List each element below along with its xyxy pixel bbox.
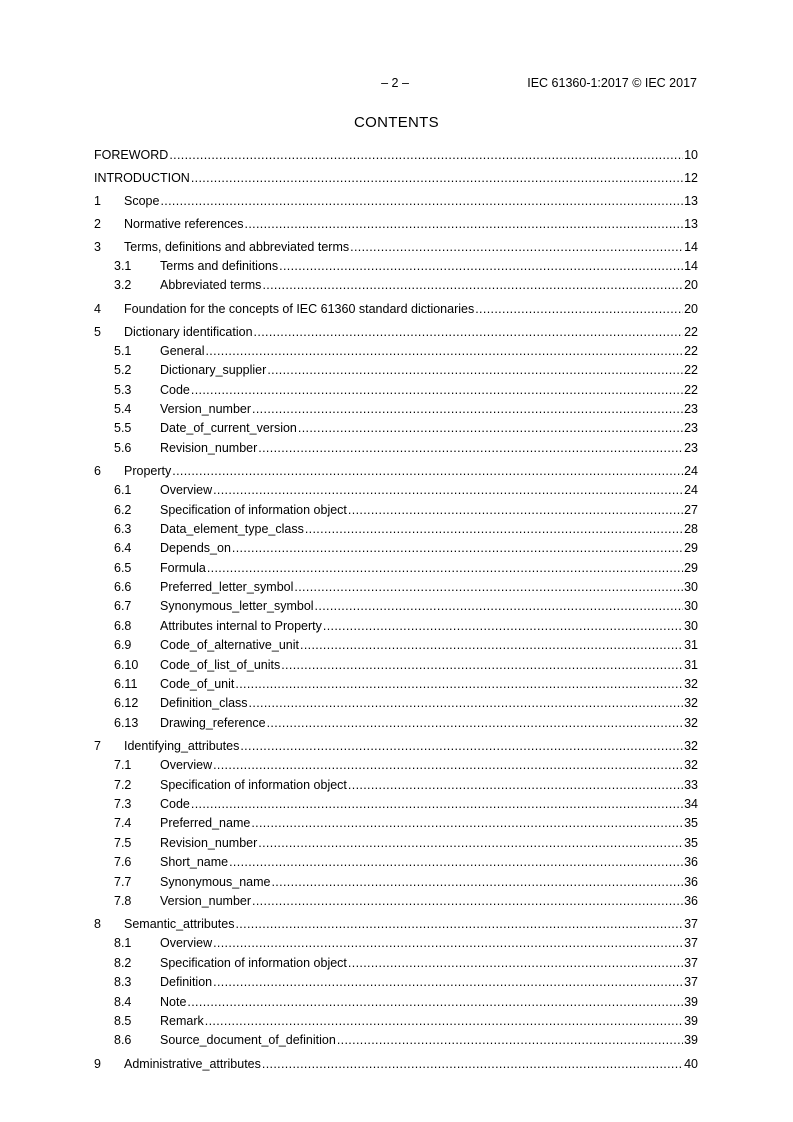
toc-entry-title: Definition: [160, 975, 213, 990]
toc-entry-number: 7.5: [114, 835, 132, 850]
toc-dot-leader: [213, 756, 683, 775]
toc-entry-page: 36: [684, 874, 698, 889]
toc-dot-leader: [235, 675, 683, 694]
toc-entry-number: 7.7: [114, 874, 132, 889]
toc-entry-page: 32: [684, 696, 698, 711]
toc-entry-title: Dictionary identification: [124, 324, 253, 339]
toc-entry-page: 32: [684, 739, 698, 754]
toc-dot-leader: [245, 215, 684, 234]
toc-dot-leader: [207, 559, 683, 578]
toc-entry[interactable]: [94, 342, 698, 361]
toc-dot-leader: [300, 636, 683, 655]
toc-entry-page: 37: [684, 917, 698, 932]
toc-entry-page: 34: [684, 796, 698, 811]
toc-entry-number: 8.2: [114, 955, 132, 970]
toc-entry-number: 6.2: [114, 502, 132, 517]
toc-dot-leader: [252, 400, 683, 419]
toc-entry-number: 4: [94, 301, 101, 316]
toc-dot-leader: [267, 714, 683, 733]
toc-entry-number: 6.13: [114, 715, 139, 730]
toc-entry-number: 6.10: [114, 657, 139, 672]
toc-dot-leader: [252, 892, 683, 911]
toc-entry-number: 5.1: [114, 343, 132, 358]
toc-entry[interactable]: [94, 578, 698, 597]
toc-entry[interactable]: [94, 501, 698, 520]
toc-dot-leader: [205, 342, 683, 361]
toc-entry-number: 7.8: [114, 893, 132, 908]
toc-entry-title: Specification of information object: [160, 502, 347, 517]
toc-entry-title: Preferred_letter_symbol: [160, 580, 294, 595]
toc-entry[interactable]: [94, 795, 698, 814]
toc-dot-leader: [160, 192, 683, 211]
toc-entry-title: Overview: [160, 483, 213, 498]
toc-entry-number: 6.6: [114, 580, 132, 595]
toc-entry-page: 23: [684, 401, 698, 416]
toc-entry-page: 37: [684, 936, 698, 951]
toc-entry-title: Overview: [160, 758, 213, 773]
toc-dot-leader: [348, 954, 683, 973]
toc-entry-number: 3: [94, 240, 101, 254]
contents-title: CONTENTS: [354, 114, 439, 131]
toc-entry[interactable]: [94, 756, 698, 775]
toc-entry-page: 31: [684, 638, 698, 653]
toc-entry-number: 5.2: [114, 363, 132, 378]
toc-entry-number: 7.6: [114, 855, 132, 870]
toc-entry-title: Source_document_of_definition: [160, 1033, 336, 1048]
toc-entry-title: Code: [160, 382, 190, 397]
toc-entry-title: Dictionary_supplier: [160, 363, 267, 378]
toc-entry-number: 6.11: [114, 677, 138, 692]
toc-entry-title: Data_element_type_class: [160, 521, 304, 536]
toc-dot-leader: [298, 419, 683, 438]
toc-entry[interactable]: [94, 973, 698, 992]
toc-entry[interactable]: [94, 892, 698, 911]
toc-dot-leader: [258, 439, 683, 458]
toc-entry-title: Revision_number: [160, 440, 258, 455]
toc-entry-title: Version_number: [160, 401, 252, 416]
toc-entry-title: Synonymous_name: [160, 874, 271, 889]
toc-entry[interactable]: [94, 814, 698, 833]
toc-entry[interactable]: [94, 419, 698, 438]
toc-entry-number: 6.7: [114, 599, 132, 614]
toc-dot-leader: [249, 694, 684, 713]
toc-dot-leader: [229, 853, 683, 872]
toc-entry-page: 39: [684, 1013, 698, 1028]
toc-entry[interactable]: [94, 191, 698, 211]
toc-entry-title: Attributes internal to Property: [160, 618, 322, 633]
toc-entry-title: Foundation for the concepts of IEC 61360 standard dictionaries: [124, 301, 475, 316]
toc-entry-number: 7.2: [114, 777, 132, 792]
toc-entry-title: Terms and definitions: [160, 259, 279, 273]
toc-entry-title: Administrative_attributes: [124, 1056, 261, 1071]
toc-dot-leader: [475, 300, 683, 319]
toc-entry[interactable]: [94, 1012, 698, 1031]
toc-dot-leader: [258, 834, 683, 853]
toc-entry-title: Abbreviated terms: [160, 278, 262, 293]
toc-entry-page: 30: [684, 599, 698, 614]
toc-dot-leader: [187, 993, 683, 1012]
toc-entry-title: Semantic_attributes: [124, 917, 235, 932]
toc-entry-page: 36: [684, 893, 698, 908]
toc-dot-leader: [172, 462, 683, 481]
toc-entry[interactable]: [94, 954, 698, 973]
toc-dot-leader: [305, 520, 683, 539]
toc-entry-page: 36: [684, 855, 698, 870]
toc-entry-page: 32: [684, 677, 698, 692]
toc-entry-page: 28: [684, 521, 698, 536]
toc-entry[interactable]: [94, 168, 698, 188]
toc-dot-leader: [262, 1055, 683, 1074]
toc-entry-title: Preferred_name: [160, 816, 251, 831]
toc-entry-title: General: [160, 343, 205, 358]
toc-entry-page: 31: [684, 657, 698, 672]
toc-dot-leader: [267, 361, 683, 380]
toc-entry-number: 8: [94, 917, 101, 932]
toc-entry-page: 20: [684, 278, 698, 293]
toc-entry[interactable]: [94, 322, 698, 342]
toc-dot-leader: [169, 146, 683, 165]
toc-entry-page: 40: [684, 1056, 698, 1071]
toc-entry-title: Date_of_current_version: [160, 421, 297, 436]
toc-dot-leader: [294, 578, 683, 597]
toc-entry-number: 8.4: [114, 994, 132, 1009]
toc-entry-page: 23: [684, 440, 698, 455]
toc-entry-page: 22: [684, 363, 698, 378]
toc-entry-number: 6.3: [114, 521, 132, 536]
toc-entry[interactable]: [94, 1031, 698, 1050]
toc-entry-title: Terms, definitions and abbreviated terms: [124, 240, 350, 254]
toc-entry-title: Synonymous_letter_symbol: [160, 599, 314, 614]
toc-entry-page: 39: [684, 1033, 698, 1048]
toc-dot-leader: [348, 776, 683, 795]
toc-entry-title: Short_name: [160, 855, 229, 870]
toc-entry-title: Normative references: [124, 217, 244, 231]
toc-dot-leader: [235, 915, 683, 934]
toc-entry[interactable]: [94, 481, 698, 500]
toc-entry-number: 9: [94, 1056, 101, 1071]
toc-entry-page: 22: [684, 324, 698, 339]
toc-entry-title: Overview: [160, 936, 213, 951]
toc-entry-number: 6: [94, 464, 101, 479]
toc-entry-number: 8.3: [114, 975, 132, 990]
toc-dot-leader: [191, 795, 683, 814]
toc-dot-leader: [281, 656, 683, 675]
toc-entry[interactable]: [94, 361, 698, 380]
toc-entry[interactable]: [94, 299, 698, 319]
toc-entry[interactable]: [94, 381, 698, 400]
toc-entry-title: Definition_class: [160, 696, 248, 711]
toc-entry-page: 13: [684, 194, 698, 208]
toc-dot-leader: [213, 934, 683, 953]
toc-entry-title: Formula: [160, 560, 206, 575]
toc-entry-page: 29: [684, 560, 698, 575]
toc-entry-number: 3.1: [114, 259, 132, 273]
toc-entry[interactable]: [94, 400, 698, 419]
toc-entry[interactable]: [94, 439, 698, 458]
toc-entry-page: 22: [684, 382, 698, 397]
toc-entry-page: 13: [684, 217, 698, 231]
toc-entry-title: Code: [160, 796, 190, 811]
toc-entry-page: 12: [684, 171, 698, 185]
toc-entry-page: 27: [684, 502, 698, 517]
toc-dot-leader: [213, 481, 683, 500]
toc-entry-number: 6.1: [114, 483, 132, 498]
toc-entry[interactable]: [94, 559, 698, 578]
toc-entry-number: 8.1: [114, 936, 132, 951]
toc-entry-title: Revision_number: [160, 835, 258, 850]
toc-entry[interactable]: [94, 597, 698, 616]
toc-dot-leader: [191, 169, 683, 188]
toc-entry-title: Scope: [124, 194, 160, 208]
toc-dot-leader: [232, 539, 683, 558]
toc-entry-page: 39: [684, 994, 698, 1009]
toc-entry[interactable]: [94, 539, 698, 558]
toc-entry-page: 32: [684, 715, 698, 730]
toc-dot-leader: [213, 973, 683, 992]
toc-entry-number: 2: [94, 217, 101, 231]
toc-entry-number: 6.9: [114, 638, 132, 653]
toc-entry-page: 35: [684, 816, 698, 831]
toc-entry-title: Specification of information object: [160, 955, 347, 970]
toc-entry-page: 29: [684, 541, 698, 556]
toc-entry-page: 22: [684, 343, 698, 358]
toc-entry-number: 8.6: [114, 1033, 132, 1048]
toc-entry-page: 32: [684, 758, 698, 773]
toc-dot-leader: [348, 501, 683, 520]
toc-entry-title: Remark: [160, 1013, 204, 1028]
toc-entry[interactable]: [94, 993, 698, 1012]
toc-entry-number: 6.12: [114, 696, 139, 711]
toc-entry[interactable]: [94, 834, 698, 853]
toc-dot-leader: [262, 276, 683, 295]
toc-entry[interactable]: [94, 736, 698, 756]
toc-entry[interactable]: [94, 656, 698, 675]
toc-entry[interactable]: [94, 520, 698, 539]
toc-entry-title: Code_of_unit: [160, 677, 235, 692]
toc-entry-number: 5.3: [114, 382, 132, 397]
toc-entry[interactable]: [94, 873, 698, 892]
toc-entry-number: 3.2: [114, 278, 132, 293]
toc-entry-title: Drawing_reference: [160, 715, 266, 730]
toc-entry-page: 30: [684, 618, 698, 633]
toc-entry[interactable]: [94, 257, 698, 276]
toc-entry[interactable]: [94, 914, 698, 934]
toc-entry-page: 37: [684, 955, 698, 970]
toc-entry-page: 24: [684, 464, 698, 479]
toc-entry-title: Property: [124, 464, 172, 479]
toc-entry[interactable]: [94, 636, 698, 655]
toc-dot-leader: [271, 873, 683, 892]
toc-dot-leader: [323, 617, 683, 636]
toc-entry-title: INTRODUCTION: [94, 171, 190, 185]
toc-entry-page: 35: [684, 835, 698, 850]
toc-entry-page: 14: [684, 240, 698, 254]
toc-entry-title: Code_of_alternative_unit: [160, 638, 299, 653]
toc-entry-number: 6.4: [114, 541, 132, 556]
toc-entry-title: Identifying_attributes: [124, 739, 240, 754]
toc-entry-number: 6.5: [114, 560, 132, 575]
toc-dot-leader: [279, 257, 683, 276]
toc-entry-number: 5.4: [114, 401, 132, 416]
toc-entry-page: 24: [684, 483, 698, 498]
document-reference: IEC 61360-1:2017 © IEC 2017: [527, 76, 697, 90]
toc-entry[interactable]: [94, 1054, 698, 1074]
toc-entry-number: 8.5: [114, 1013, 132, 1028]
toc-dot-leader: [251, 814, 683, 833]
toc-entry-number: 6.8: [114, 618, 132, 633]
toc-entry-page: 33: [684, 777, 698, 792]
page-number: – 2 –: [381, 76, 409, 90]
toc-entry-number: 5.5: [114, 421, 132, 436]
toc-entry[interactable]: [94, 714, 698, 733]
toc-entry-page: 20: [684, 301, 698, 316]
toc-dot-leader: [350, 238, 683, 257]
toc-entry-number: 7.1: [114, 758, 132, 773]
toc-dot-leader: [205, 1012, 683, 1031]
toc-entry[interactable]: [94, 214, 698, 234]
toc-entry-number: 5: [94, 324, 101, 339]
toc-entry-page: 14: [684, 259, 698, 273]
toc-entry-number: 7.3: [114, 796, 132, 811]
toc-entry-number: 7.4: [114, 816, 132, 831]
toc-entry-title: Specification of information object: [160, 777, 347, 792]
toc-dot-leader: [337, 1031, 683, 1050]
toc-dot-leader: [191, 381, 683, 400]
toc-entry-title: Version_number: [160, 893, 252, 908]
toc-entry-page: 10: [684, 148, 698, 162]
toc-entry-title: Code_of_list_of_units: [160, 657, 281, 672]
toc-entry[interactable]: [94, 461, 698, 481]
toc-dot-leader: [254, 323, 684, 342]
toc-entry-page: 37: [684, 975, 698, 990]
toc-entry-number: 1: [94, 194, 101, 208]
toc-entry[interactable]: [94, 276, 698, 295]
toc-entry[interactable]: [94, 145, 698, 165]
toc-entry[interactable]: [94, 694, 698, 713]
toc-entry-number: 7: [94, 739, 101, 754]
toc-entry-number: 5.6: [114, 440, 132, 455]
toc-entry[interactable]: [94, 934, 698, 953]
toc-entry-page: 30: [684, 580, 698, 595]
toc-entry-title: Note: [160, 994, 187, 1009]
table-of-contents: [94, 145, 698, 1074]
toc-entry[interactable]: [94, 237, 698, 257]
toc-dot-leader: [240, 737, 683, 756]
toc-entry[interactable]: [94, 776, 698, 795]
toc-entry[interactable]: [94, 675, 698, 694]
toc-entry[interactable]: [94, 617, 698, 636]
toc-entry[interactable]: [94, 853, 698, 872]
toc-entry-page: 23: [684, 421, 698, 436]
toc-entry-title: FOREWORD: [94, 148, 169, 162]
toc-entry-title: Depends_on: [160, 541, 231, 556]
toc-dot-leader: [315, 597, 684, 616]
